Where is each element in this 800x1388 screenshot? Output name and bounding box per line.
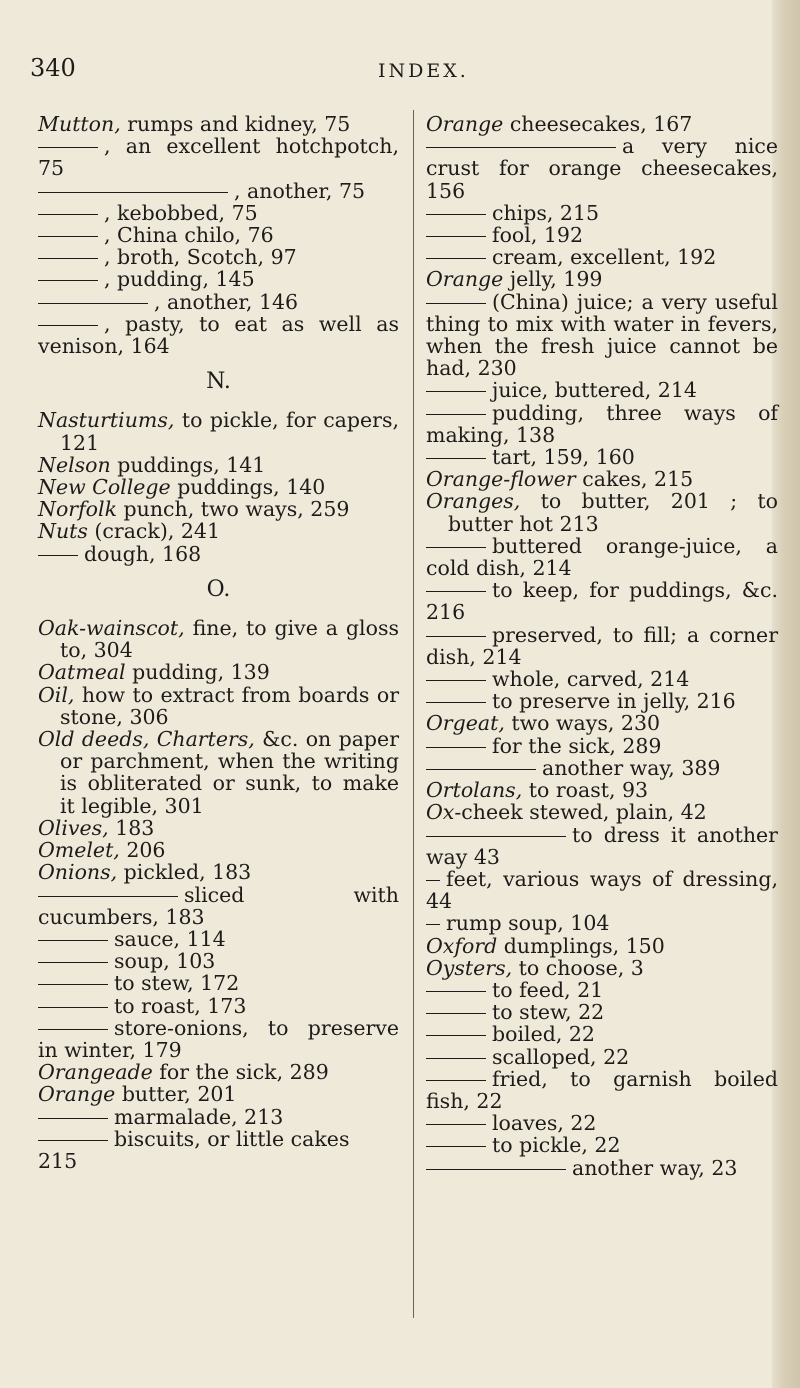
entry-term: New College: [38, 475, 171, 500]
index-entry: [38, 817, 399, 839]
index-subentry: [38, 1128, 399, 1150]
entry-term: Ox: [426, 800, 455, 825]
ditto-dash: [426, 1035, 486, 1036]
entry-text: pudding, three ways of making, 138: [426, 400, 778, 447]
ditto-dash: [38, 896, 178, 897]
entry-text: dumplings, 150: [497, 933, 665, 958]
entry-text: to choose, 3: [512, 955, 644, 980]
index-subentry: [426, 535, 778, 579]
ditto-dash: [426, 1169, 566, 1170]
entry-term: Orange: [38, 1082, 116, 1107]
index-subentry: [426, 202, 778, 224]
entry-text: pickled, 183: [117, 860, 252, 885]
index-subentry: [426, 379, 778, 401]
entry-text: (China) juice; a very useful thing to mix with water in fevers, when the fresh juice cannot be had, 230: [426, 289, 778, 381]
index-entry: [38, 113, 399, 135]
entry-text: , pasty, to eat as well as venison, 164: [38, 311, 399, 359]
ditto-dash: [426, 680, 486, 681]
index-entry: [426, 935, 778, 957]
entry-term: Nuts: [38, 519, 88, 544]
ditto-dash: [38, 1029, 108, 1030]
ditto-dash: [426, 1058, 486, 1059]
index-subentry: [38, 291, 399, 313]
index-entry: [38, 839, 399, 861]
ditto-dash: [38, 258, 98, 259]
entry-text: , pudding, 145: [104, 267, 255, 292]
index-entry: [426, 268, 778, 290]
index-entry: [426, 490, 778, 534]
ditto-dash: [426, 991, 486, 992]
index-subentry: [426, 1001, 778, 1023]
index-entry: [426, 712, 778, 734]
index-subentry: [426, 135, 778, 202]
index-subentry: [426, 668, 778, 690]
index-entry: [426, 957, 778, 979]
ditto-dash: [426, 303, 486, 304]
ditto-dash: [426, 414, 486, 415]
index-subentry: [426, 824, 778, 868]
entry-text: tart, 159, 160: [492, 445, 635, 470]
ditto-dash: [426, 391, 486, 392]
index-subentry: [426, 735, 778, 757]
index-subentry: [426, 1068, 778, 1112]
index-subentry: [38, 995, 399, 1017]
entry-text: sliced with cucumbers, 183: [38, 882, 399, 929]
entry-term: Orange: [426, 267, 504, 292]
entry-term: Ortolans,: [426, 778, 523, 803]
index-subentry: [426, 1023, 778, 1045]
index-subentry: [38, 972, 399, 994]
index-subentry: [426, 1157, 778, 1179]
entry-term: Orangeade: [38, 1060, 153, 1085]
ditto-dash: [426, 458, 486, 459]
index-subentry: [426, 1112, 778, 1134]
entry-text: to feed, 21: [492, 977, 604, 1002]
index-entry: [38, 661, 399, 683]
entry-text: -cheek stewed, plain, 42: [454, 800, 707, 825]
index-entry: [38, 684, 399, 728]
index-subentry: [38, 202, 399, 224]
entry-text: &c. on paper or parchment, when the writing is obliterated or sunk, to make it legible, 301: [60, 727, 399, 818]
continued-page-ref: 215: [38, 1148, 78, 1173]
page-header: [0, 54, 800, 94]
entry-text: whole, carved, 214: [492, 667, 690, 692]
entry-term: Orgeat,: [426, 711, 505, 736]
entry-text: cream, excellent, 192: [492, 245, 717, 270]
ditto-dash: [38, 555, 78, 556]
index-entry: [38, 498, 399, 520]
entry-text: for the sick, 289: [152, 1060, 329, 1085]
ditto-dash: [38, 984, 108, 985]
ditto-dash: [38, 962, 108, 963]
index-subentry: [38, 543, 399, 565]
entry-term: Onions,: [38, 860, 118, 885]
ditto-dash: [38, 325, 98, 326]
entry-text: another way, 23: [572, 1155, 738, 1180]
ditto-dash: [426, 1124, 486, 1125]
entry-text: feet, various ways of dressing, 44: [426, 866, 778, 914]
column-divider: [413, 110, 414, 1318]
entry-text: , broth, Scotch, 97: [104, 245, 297, 270]
entry-text: preserved, to fill; a corner dish, 214: [426, 622, 778, 669]
ditto-dash: [426, 924, 440, 925]
entry-text: store-onions, to preserve in winter, 179: [38, 1015, 399, 1062]
index-subentry: [38, 224, 399, 246]
index-subentry: [426, 291, 778, 380]
index-subentry: [38, 1017, 399, 1061]
section-letter: O.: [206, 576, 231, 602]
entry-text: chips, 215: [492, 200, 600, 225]
index-subentry: [426, 912, 778, 934]
entry-term: Orange: [426, 112, 504, 136]
entry-text: pudding, 139: [125, 660, 270, 685]
ditto-dash: [38, 192, 228, 193]
section-letter: N.: [206, 369, 231, 395]
entry-text: to stew, 172: [114, 971, 240, 996]
entry-text: biscuits, or little cakes: [114, 1126, 350, 1151]
ditto-dash: [426, 147, 616, 148]
entry-text: butter, 201: [115, 1082, 237, 1107]
ditto-dash: [38, 236, 98, 237]
entry-text: marmalade, 213: [114, 1104, 284, 1129]
right-column: [426, 113, 778, 1179]
index-subentry: [426, 446, 778, 468]
index-entry: [426, 468, 778, 490]
index-entry: [426, 801, 778, 823]
ditto-dash: [426, 836, 566, 837]
ditto-dash: [426, 1080, 486, 1081]
entry-term: Oil,: [38, 682, 75, 707]
entry-text: to dress it another way 43: [426, 822, 778, 869]
entry-text: , another, 146: [154, 289, 299, 314]
index-subentry: [426, 690, 778, 712]
entry-text: to roast, 93: [522, 778, 649, 803]
index-subentry: [426, 246, 778, 268]
ditto-dash: [426, 1146, 486, 1147]
running-head: INDEX.: [378, 60, 469, 82]
entry-text: sauce, 114: [114, 926, 226, 951]
entry-text: buttered orange-juice, a cold dish, 214: [426, 533, 778, 581]
ditto-dash: [426, 236, 486, 237]
entry-text: (crack), 241: [87, 519, 220, 544]
entry-text: loaves, 22: [492, 1111, 597, 1136]
index-entry: [38, 728, 399, 817]
entry-text: how to extract from boards or stone, 306: [60, 682, 399, 729]
entry-term: Norfolk: [38, 497, 117, 522]
entry-term: Oysters,: [426, 955, 513, 980]
index-entry: [38, 617, 399, 661]
index-subentry: [38, 1106, 399, 1128]
index-subentry: [426, 224, 778, 246]
entry-term: Nasturtiums,: [38, 408, 175, 433]
index-subentry: [38, 135, 399, 179]
entry-text: puddings, 141: [110, 452, 266, 477]
entry-text: rumps and kidney, 75: [120, 112, 351, 136]
entry-text: juice, buttered, 214: [492, 378, 697, 403]
left-column: [38, 113, 399, 1172]
ditto-dash: [426, 880, 440, 881]
index-subentry: [38, 268, 399, 290]
entry-text: for the sick, 289: [492, 733, 662, 758]
entry-term: Nelson: [38, 452, 111, 477]
entry-text: , kebobbed, 75: [104, 200, 258, 225]
entry-text: to pickle, for capers, 121: [60, 408, 399, 455]
entry-text: to keep, for puddings, &c. 216: [426, 578, 778, 625]
index-entry: [426, 779, 778, 801]
index-entry: [38, 1061, 399, 1083]
ditto-dash: [38, 147, 98, 148]
index-subentry: [38, 950, 399, 972]
ditto-dash: [38, 1140, 108, 1141]
index-subentry: [38, 884, 399, 928]
ditto-dash: [426, 769, 536, 770]
entry-text: fool, 192: [492, 223, 583, 248]
entry-text: boiled, 22: [492, 1022, 595, 1047]
ditto-dash: [38, 280, 98, 281]
ditto-dash: [38, 1118, 108, 1119]
entry-text: dough, 168: [84, 541, 202, 566]
index-subentry: [38, 246, 399, 268]
ditto-dash: [38, 940, 108, 941]
index-entry: [38, 409, 399, 453]
ditto-dash: [426, 1013, 486, 1014]
entry-text: to preserve in jelly, 216: [492, 689, 736, 714]
index-subentry: [38, 313, 399, 357]
index-entry: [38, 1083, 399, 1105]
entry-term: Old deeds, Charters,: [38, 727, 255, 752]
entry-term: Omelet,: [38, 838, 120, 863]
index-subentry: [426, 757, 778, 779]
entry-text: puddings, 140: [170, 475, 326, 500]
ditto-dash: [426, 591, 486, 592]
ditto-dash: [426, 636, 486, 637]
entry-text: , another, 75: [234, 178, 366, 203]
entry-text: to butter, 201 ; to butter hot 213: [448, 489, 778, 536]
index-entry: [38, 520, 399, 542]
index-subentry: [426, 1046, 778, 1068]
ditto-dash: [38, 303, 148, 304]
ditto-dash: [38, 1007, 108, 1008]
entry-text: cakes, 215: [575, 467, 694, 492]
index-subentry: [426, 402, 778, 446]
ditto-dash: [38, 214, 98, 215]
entry-text: another way, 389: [542, 755, 721, 780]
entry-text: fried, to garnish boiled fish, 22: [426, 1066, 778, 1113]
ditto-dash: [426, 214, 486, 215]
entry-text: , an excellent hotchpotch, 75: [38, 134, 399, 181]
entry-term: Oak-wainscot,: [38, 616, 185, 641]
page-number: 340: [30, 54, 76, 82]
entry-text: to roast, 173: [114, 993, 247, 1018]
entry-text: 206: [119, 838, 166, 863]
index-entry: [426, 113, 778, 135]
index-entry: [38, 476, 399, 498]
ditto-dash: [426, 547, 486, 548]
entry-term: Olives,: [38, 815, 109, 840]
index-entry: [38, 861, 399, 883]
entry-term: Oxford: [426, 933, 498, 958]
index-subentry: [426, 624, 778, 668]
entry-term: Oranges,: [426, 489, 521, 514]
index-subentry: [426, 579, 778, 623]
entry-text: scalloped, 22: [492, 1044, 630, 1069]
entry-text: 183: [108, 815, 155, 840]
ditto-dash: [426, 702, 486, 703]
entry-text: to pickle, 22: [492, 1133, 621, 1158]
entry-text: two ways, 230: [504, 711, 661, 736]
entry-text: , China chilo, 76: [104, 223, 274, 248]
entry-term: Orange-flower: [426, 467, 576, 492]
entry-text: rump soup, 104: [446, 911, 610, 936]
index-subentry: [426, 1134, 778, 1156]
entry-text: cheesecakes, 167: [503, 112, 693, 136]
ditto-dash: [426, 258, 486, 259]
index-subentry: [426, 979, 778, 1001]
index-subentry: [426, 868, 778, 912]
index-subentry: [38, 180, 399, 202]
index-entry: [38, 454, 399, 476]
entry-text: fine, to give a gloss to, 304: [60, 616, 399, 663]
entry-text: soup, 103: [114, 949, 216, 974]
index-subentry: [38, 928, 399, 950]
entry-text: jelly, 199: [503, 267, 603, 292]
entry-text: to stew, 22: [492, 1000, 605, 1025]
entry-term: Mutton,: [38, 112, 121, 136]
entry-term: Oatmeal: [38, 660, 126, 685]
ditto-dash: [426, 747, 486, 748]
entry-text: punch, two ways, 259: [117, 497, 350, 522]
entry-text: a very nice crust for orange cheesecakes, 156: [426, 134, 778, 203]
